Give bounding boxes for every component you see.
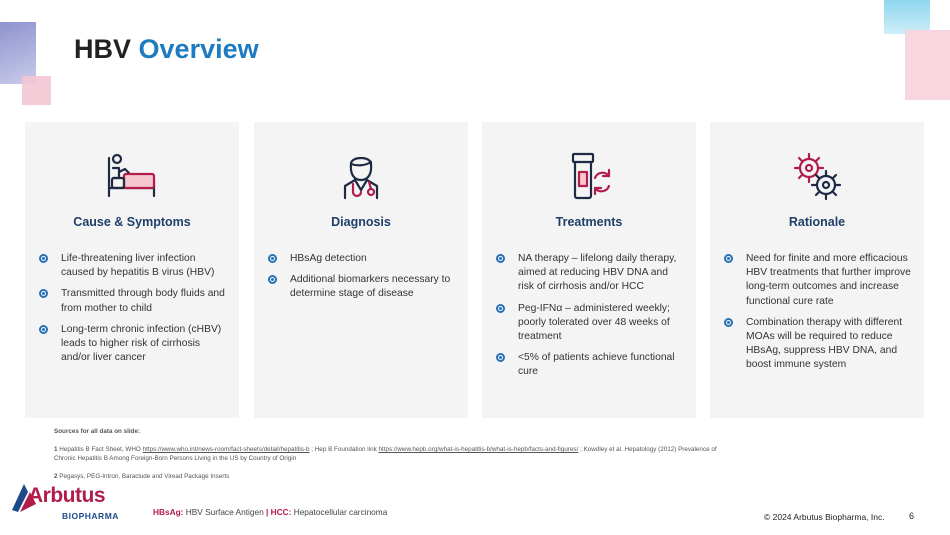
card-cause-symptoms [25,122,239,418]
bullet-icon [724,254,733,263]
card-treatments [482,122,696,418]
bullet-icon [496,304,505,313]
sources-block [54,427,734,481]
source-link-hepb[interactable]: https://www.hepb.org/what-is-hepatitis-b/what-is-hepb/facts-and-figures/ [378,446,579,453]
bullet-list [724,252,912,380]
pill-bottle-icon [561,148,617,204]
hospital-bed-icon [104,148,160,204]
bullet-icon [724,318,733,327]
bullet-list [268,252,456,309]
card-diagnosis [254,122,468,418]
bullet-icon [39,325,48,334]
logo-name: Arbutus [28,484,105,507]
list-item: <5% of patients achieve functional cure [496,351,684,379]
list-item: Transmitted through body fluids and from mother to child [39,287,227,315]
list-item: HBsAg detection [268,252,456,266]
decor-square-light-pink [905,30,950,100]
source-1: 1 Hepatitis B Fact Sheet, WHO https://www.who.int/news-room/fact-sheets/detail/hepatitis-b ; Hep B Foundation link https://www.hepb.org/what-is-hepatitis-b/what-is-hepb/facts-and-figures/ ; Kowdley et al. Hepatology (2012) Prevalence of Chronic Hepatitis B Among Foreign-Born Persons Living in the US by Country of Origin [54,446,717,462]
bullet-list [39,252,227,372]
page-number: 6 [909,511,915,521]
title-accent: Overview [138,34,259,64]
bullet-icon [496,353,505,362]
decor-square-purple [0,22,36,84]
sources-heading: Sources for all data on slide: [54,428,141,435]
card-title: Rationale [788,215,846,229]
bullet-icon [268,275,277,284]
logo-sub: BIOPHARMA [62,511,119,521]
card-title: Cause & Symptoms [73,215,191,229]
list-item: Long-term chronic infection (cHBV) leads to higher risk of cirrhosis and/or liver cancer [39,323,227,366]
list-item: NA therapy – lifelong daily therapy, aimed at reducing HBV DNA and risk of cirrhosis and/or HCC [496,252,684,295]
copyright: © 2024 Arbutus Biopharma, Inc. [764,512,885,522]
card-title: Diagnosis [331,215,391,229]
decor-square-cyan [884,0,930,34]
card-rationale [710,122,924,418]
abbreviations: HBsAg: HBV Surface Antigen | HCC: Hepatocellular carcinoma [153,507,388,517]
bullet-list [496,252,684,387]
doctor-icon [333,148,389,204]
title-main: HBV [74,34,132,64]
list-item: Additional biomarkers necessary to determine stage of disease [268,273,456,301]
bullet-icon [39,254,48,263]
slide-title [74,34,259,65]
list-item: Need for finite and more efficacious HBV treatments that further improve long-term outcomes and increase functional cure rate [724,252,912,309]
source-2: 2 Pegasys, PEG-Intron, Baraclude and Viread Package Inserts [54,473,230,480]
gears-icon [789,148,845,204]
source-link-who[interactable]: https://www.who.int/news-room/fact-sheets/detail/hepatitis-b [142,446,310,453]
list-item: Peg-IFNα – administered weekly; poorly tolerated over 48 weeks of treatment [496,302,684,345]
bullet-icon [268,254,277,263]
bullet-icon [496,254,505,263]
decor-square-pink [22,76,51,105]
arbutus-logo [10,482,128,524]
list-item: Combination therapy with different MOAs will be required to reduce HBsAg, suppress HBV DNA, and boost immune system [724,316,912,373]
list-item: Life-threatening liver infection caused by hepatitis B virus (HBV) [39,252,227,280]
card-title: Treatments [555,215,623,229]
bullet-icon [39,289,48,298]
